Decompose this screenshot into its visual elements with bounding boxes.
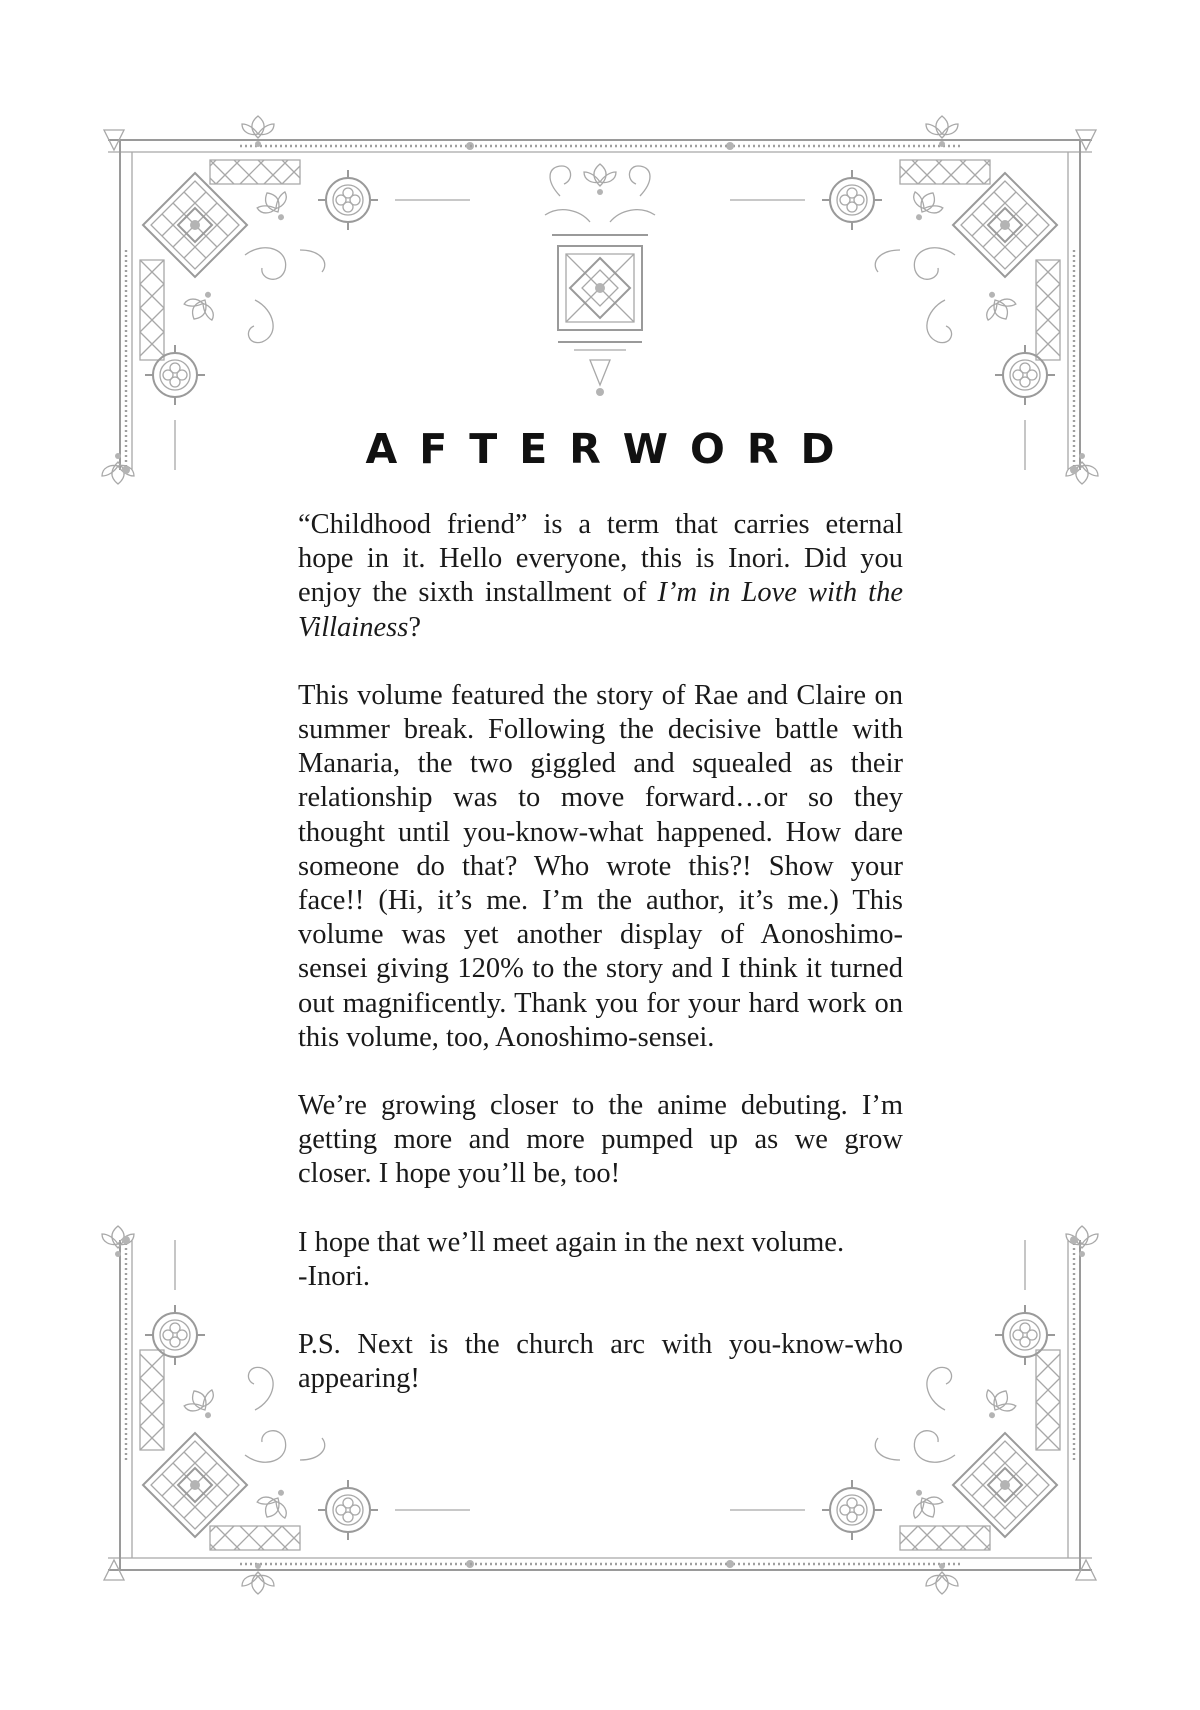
paragraph-1-before: “Childhood friend” is a term that carries eternal hope in it. Hello everyone, this is Inori. Did you enjoy the sixth installment of [298,509,903,609]
paragraph-2: This volume featured the story of Rae and Claire on summer break. Following the decisive battle with Manaria, the two giggled and squealed as their relationship was to move forward…or so they thought until you-know-what happened. How dare someone do that? Who wrote this?! Show your face!! (Hi, it’s me. I’m the author, it’s me.) This volume was yet another display of Aonoshimo-sensei giving 120% to the story and I think it turned out magnificently. Thank you for your hard work on this volume, too, Aonoshimo-sensei. [298,679,903,1053]
center-pendant-ornament [545,164,655,396]
paragraph-1-after: ? [408,611,421,643]
signature-line: -Inori. [298,1260,371,1292]
closing-line: I hope that we’ll meet again in the next volume. [298,1226,845,1258]
paragraph-1 [298,508,903,645]
afterword-body [298,508,903,1396]
paragraph-4 [298,1226,903,1294]
postscript: P.S. Next is the church arc with you-know-who appearing! [298,1329,903,1395]
book-title: I’m in Love with the Villainess [298,577,903,643]
page-title: AFTERWORD [365,425,857,473]
paragraph-3: We’re growing closer to the anime debuting. I’m getting more and more pumped up as we grow closer. I hope you’ll be, too! [298,1090,903,1190]
